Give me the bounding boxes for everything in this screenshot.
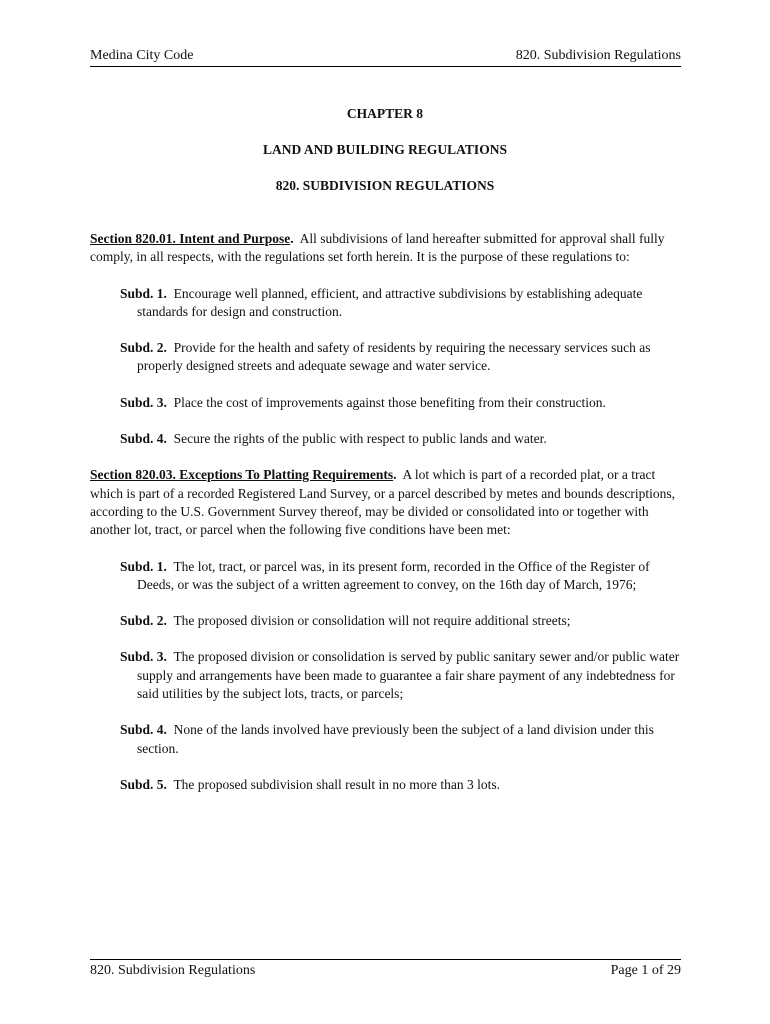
subd-820-01-3 (120, 394, 690, 412)
subd-820-01-4 (120, 430, 690, 448)
subd-text: Provide for the health and safety of residents by requiring the necessary services such as properly designed streets and adequate sewage and water service. (137, 340, 651, 374)
subd-text: Encourage well planned, efficient, and attractive subdivisions by establishing adequate standards for design and construction. (137, 285, 643, 319)
section-820-01-text: All subdivisions of land hereafter submitted for approval shall fully comply, in all respects, with the regulations set forth herein. It is the purpose of these regulations to: (90, 231, 665, 265)
subd-820-01-1 (120, 285, 690, 322)
subd-820-03-2 (120, 612, 690, 630)
subd-label: Subd. 2. (120, 340, 167, 356)
subd-820-03-3 (120, 648, 690, 703)
subd-text: Secure the rights of the public with respect to public lands and water. (173, 431, 547, 447)
subd-label: Subd. 3. (120, 394, 167, 410)
subd-text: The proposed division or consolidation will not require additional streets; (173, 613, 571, 629)
footer-chapter-title: 820. Subdivision Regulations (90, 963, 256, 978)
subd-820-03-5 (120, 776, 690, 794)
part-title: LAND AND BUILDING REGULATIONS (263, 142, 507, 157)
subd-text: The lot, tract, or parcel was, in its present form, recorded in the Office of the Register of Deeds, or was the subject of a written agreement to convey, on the 16th day of March, 1976; (137, 558, 650, 592)
section-820-03-paragraph: Section 820.03. Exceptions To Platting Requirements. A lot which is part of a recorded plat, or a tract which is part of a recorded Registered Land Survey, or a parcel described by metes and bounds descriptions, according to the U.S. Government Survey thereof, may be divided or consolidated into or together with another lot, tract, or parcel when the following five conditions have been met: (90, 467, 676, 538)
section-title: 820. SUBDIVISION REGULATIONS (275, 178, 495, 193)
page-header (90, 47, 681, 67)
subd-text: The proposed division or consolidation is served by public sanitary sewer and/or public water supply and arrangements have been made to guarantee a fair share payment of any indebtedness for said utilities by the subject lots, tracts, or parcels; (137, 649, 680, 702)
header-chapter-title: 820. Subdivision Regulations (515, 48, 681, 63)
subd-label: Subd. 5. (120, 776, 167, 792)
page-number: Page 1 of 29 (610, 963, 681, 978)
subd-text: Place the cost of improvements against those benefiting from their construction. (173, 394, 606, 410)
subd-label: Subd. 1. (120, 285, 167, 301)
subd-label: Subd. 4. (120, 722, 167, 738)
subd-text: None of the lands involved have previously been the subject of a land division under this section. (137, 722, 654, 756)
page-footer (90, 959, 681, 978)
subd-label: Subd. 3. (120, 649, 167, 665)
section-820-03-heading: Section 820.03. Exceptions To Platting Requirements (90, 467, 394, 483)
subd-label: Subd. 2. (120, 613, 167, 629)
subd-820-03-4 (120, 721, 690, 758)
subd-label: Subd. 1. (120, 558, 167, 574)
header-city-code: Medina City Code (90, 48, 194, 63)
subd-label: Subd. 4. (120, 431, 167, 447)
chapter-title: CHAPTER 8 (346, 106, 424, 121)
document-body (90, 230, 690, 794)
section-820-01-heading: Section 820.01. Intent and Purpose (90, 231, 291, 246)
section-820-01-paragraph: Section 820.01. Intent and Purpose. All subdivisions of land hereafter submitted for approval shall fully comply, in all respects, with the regulations set forth herein. It is the purpose of these regulations to: (90, 231, 665, 265)
subd-text: The proposed subdivision shall result in no more than 3 lots. (173, 776, 501, 792)
subd-820-03-1 (120, 558, 690, 595)
section-820-03-text: A lot which is part of a recorded plat, or a tract which is part of a recorded Registered Land Survey, or a parcel described by metes and bounds descriptions, according to the U.S. Government Survey thereof, may be divided or consolidated into or together with another lot, tract, or parcel when the following five conditions have been met: (90, 467, 676, 538)
subd-820-01-2 (120, 339, 690, 376)
